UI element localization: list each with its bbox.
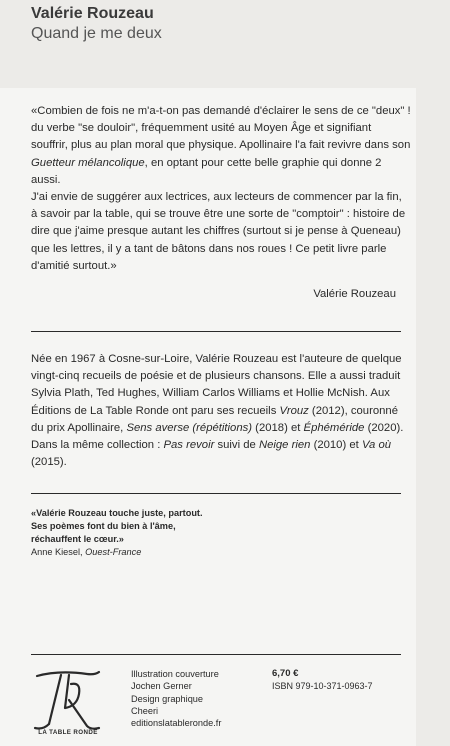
publisher-name: LA TABLE RONDE bbox=[38, 729, 98, 736]
divider bbox=[31, 493, 401, 494]
publisher-website: editionslatableronde.fr bbox=[131, 718, 222, 729]
divider bbox=[31, 654, 401, 655]
quote-paragraph-1: «Combien de fois ne m'a-t-on pas demandé d'éclairer le sens de ce "deux" ! du verbe "se douloir", fréquemment usité au Moyen Âge et signifiant souffrir, plus au plan moral que physique. Apollinaire l'a fait revivre dans son Guetteur mélancolique, en optant pour cette belle graphie qui donne 2 aussi. bbox=[31, 105, 411, 186]
work-title: Va où bbox=[361, 439, 392, 452]
press-source: Anne Kiesel, Ouest-France bbox=[31, 547, 142, 557]
work-title: Sens averse (répétitions) bbox=[126, 421, 253, 434]
book-title: Quand je me deux bbox=[31, 25, 162, 42]
author-biography: Née en 1967 à Cosne-sur-Loire, Valérie Rouzeau est l'auteure de quelque vingt-cinq recueils de poésie et de plusieurs chansons. Elle a aussi traduit Sylvia Plath, Ted Hughes, William Carlos Williams et Hollie McNish. Aux Éditions de La Table Ronde ont paru ses recueils Vrouz (2012), couronné du prix Apollinaire, Sens averse (répétitions) (2018) et Éphéméride (2020). Dans la même collection : Pas revoir suivi de Neige rien (2010) et Va où (2015). bbox=[31, 353, 404, 469]
isbn: ISBN 979-10-371-0963-7 bbox=[272, 681, 373, 691]
work-title: Neige rien bbox=[258, 439, 311, 452]
price: 6,70 € bbox=[272, 668, 299, 679]
author-name: Valérie Rouzeau bbox=[31, 5, 154, 22]
quote-paragraph-2: J'ai envie de suggérer aux lectrices, aux lecteurs de commencer par la fin, à savoir par la table, qui se trouve être une sorte de "comptoir" : histoire de dire que j'aime presque autant les chiffres (surtout si je pense à Queneau) que les lettres, il y a tant de bâtons dans nos roues ! Ce petit livre parle d'amitié surtout.» bbox=[31, 191, 406, 272]
author-quote bbox=[31, 103, 411, 275]
divider bbox=[31, 331, 401, 332]
work-title: Éphéméride bbox=[303, 421, 365, 434]
credits: Illustration couverture Jochen Gerner Design graphique Cheeri editionslatableronde.fr bbox=[131, 668, 261, 729]
quote-signature: Valérie Rouzeau bbox=[313, 288, 396, 300]
quote-work-title: Guetteur mélancolique bbox=[31, 156, 145, 169]
press-quote: «Valérie Rouzeau touche juste, partout. Ses poèmes font du bien à l'âme, réchauffent le cœur.» Anne Kiesel, Ouest-France bbox=[31, 507, 331, 559]
work-title: Pas revoir bbox=[163, 439, 215, 452]
work-title: Vrouz bbox=[279, 404, 309, 417]
